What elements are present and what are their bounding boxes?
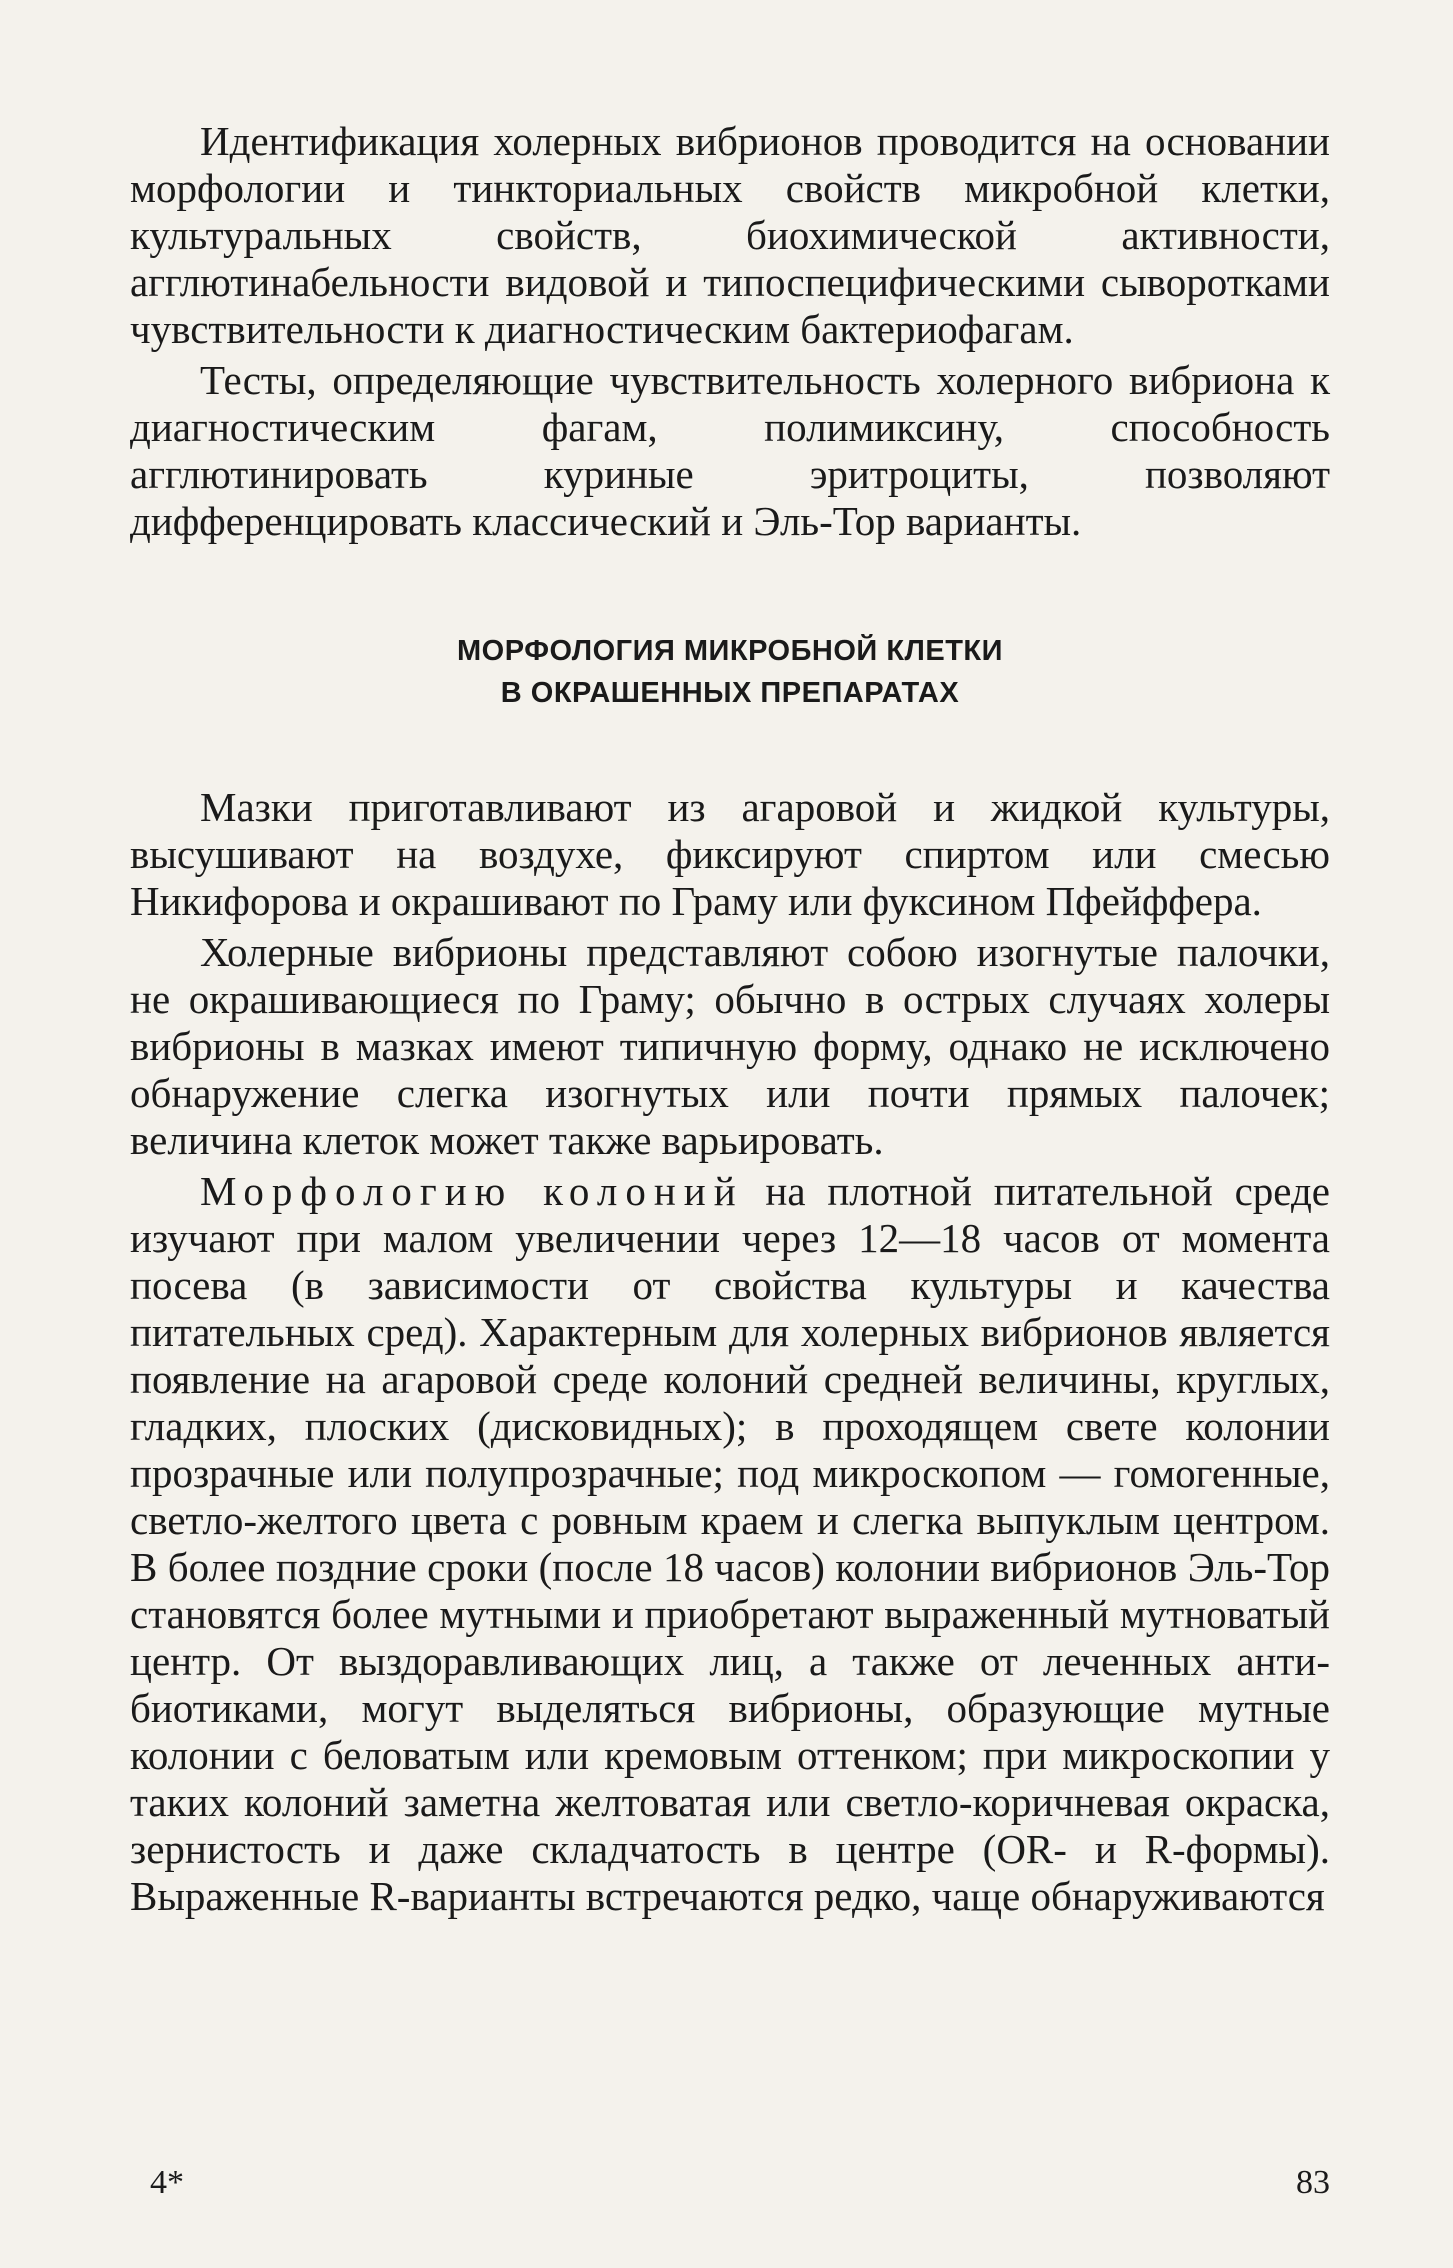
page-number: 83 (1296, 2164, 1330, 2201)
paragraph-smears: Мазки приготавливают из агаровой и жидкой культуры, высушивают на воздухе, фиксируют спиртом или смесью Никифорова и окрашивают по Граму или фуксином Пфейффера. (130, 784, 1330, 924)
paragraph-colonies (130, 1168, 1330, 1920)
paragraph-identification: Идентификация холерных вибрионов проводится на основании морфологии и тинкториальных свойств микробной клетки, культуральных свойств, биохимической активности, агглютинабельности видовой и типоспецифическими сыворотками чувствительности к диагностическим бактериофагам. (130, 118, 1330, 352)
page-footer (130, 2158, 1330, 2208)
signature-mark: 4* (150, 2164, 184, 2201)
paragraph-vibrios: Холерные вибрионы представляют собою изогнутые палочки, не окрашивающиеся по Граму; обычно в острых случаях холеры вибрионы в мазках имеют типичную форму, однако не исключено обнаружение слегка изогнутых или почти прямых палочек; величина клеток может также варьировать. (130, 929, 1330, 1163)
section-heading-line-2: В ОКРАШЕННЫХ ПРЕПАРАТАХ (500, 677, 960, 709)
book-page (130, 118, 1330, 2208)
section-heading-line-1: МОРФОЛОГИЯ МИКРОБНОЙ КЛЕТКИ (457, 635, 1003, 667)
colonies-lead-term: Морфологию колоний (200, 1168, 744, 1214)
section-heading (130, 630, 1330, 714)
paragraph-tests: Тесты, определяющие чувствительность холерного вибриона к диагностическим фагам, полимиксину, способность агглютинировать куриные эритроциты, позволяют дифференцировать классический и Эль-Тор варианты. (130, 357, 1330, 544)
colonies-text: на плотной питательной среде изучают при малом увеличении через 12—18 часов от момента посева (в зависимости от свойства культуры и качества питательных сред). Характерным для холерных вибрионов является появление на агаровой среде колоний средней величины, круглых, гладких, плоских (дисковидных); в проходящем свете колонии прозрачные или полупрозрачные; под микроскопом — гомогенные, светло-желтого цвета с ровным краем и слегка выпуклым центром. В более поздние сроки (после 18 часов) колонии вибрионов Эль-Тор становятся более мутными и приобретают выраженный мутноватый центр. От выздоравливающих лиц, а также от леченных антибиотиками, могут выделяться вибрионы, образующие мутные колонии с беловатым или кремовым оттенком; при микроскопии у таких колоний заметна желтоватая или светло-коричневая окраска, зернистость и даже складчатость в центре (OR- и R-формы). Выраженные R-варианты встречаются редко, чаще обнаруживаются (130, 1168, 1331, 1919)
